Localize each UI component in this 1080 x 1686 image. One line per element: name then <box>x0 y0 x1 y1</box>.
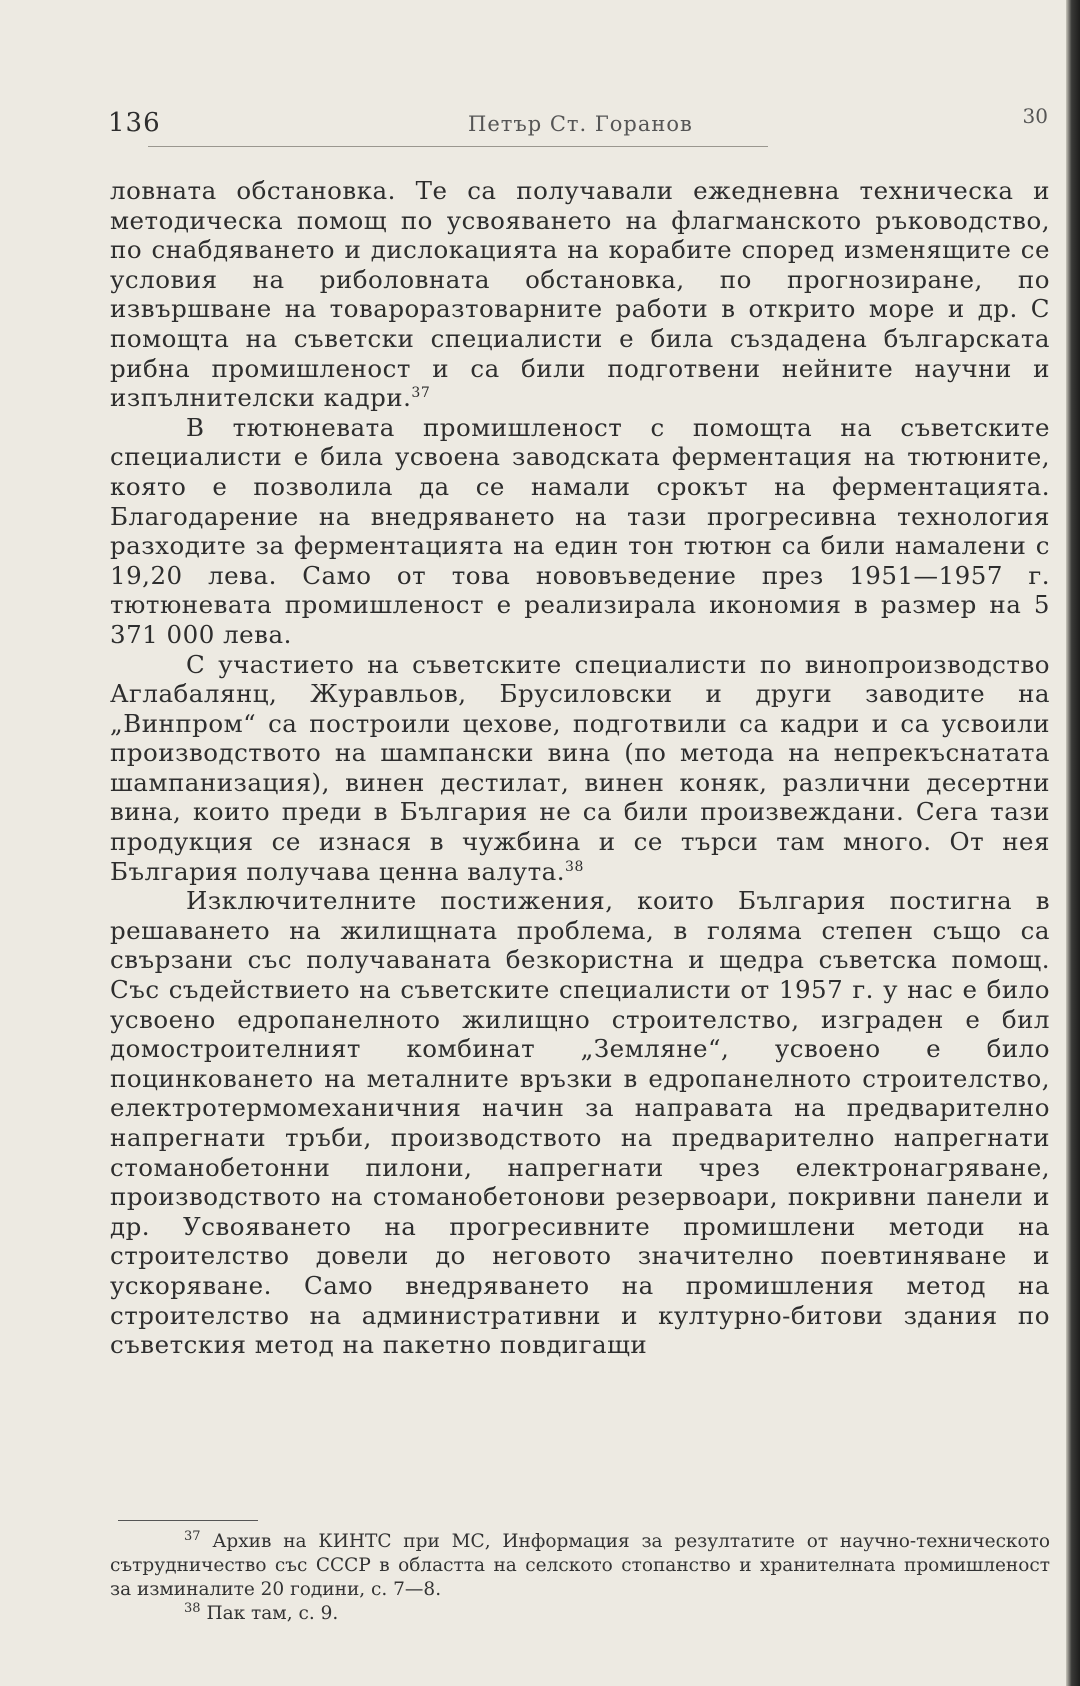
margin-note: 30 <box>1022 104 1048 128</box>
page-number: 136 <box>108 108 161 138</box>
footnote-ref-38: 38 <box>565 858 584 875</box>
footnote-38-text: Пак там, с. 9. <box>206 1603 339 1624</box>
paragraph-3 <box>110 650 1050 887</box>
footnote-37 <box>110 1530 1050 1602</box>
paragraph-1-text: ловната обстановка. Те са получавали ежедневна техническа и методическа помощ по усвояването на флагманското ръководство, по снабдяването и дислокацията на корабите според изменящите се условия на риболовната обстановка, по прогнозиране, по извършване на товароразтоварните работи в открито море и др. С помощта на съветски специалисти е била създадена българската рибна промишленост и са били подготвени нейните научни и изпълнителски кадри. <box>110 176 1050 413</box>
footnote-rule <box>118 1520 258 1521</box>
paragraph-2: В тютюневата промишленост с помощта на съветските специалисти е била усвоена заводската ферментация на тютюните, която е позволила да се намали срокът на ферментацията. Благодарение на внедряването на тази прогресивна технология разходите за ферментацията на един тон тютюн са били намалени с 19,20 лева. Само от това нововъведение през 1951—1957 г. тютюневата промишленост е реализирала икономия в размер на 5 371 000 лева. <box>110 412 1050 649</box>
footnote-37-text: Архив на КИНТС при МС, Информация за резултатите от научно-техническото сътрудничество със СССР в областта на селското стопанство и хранителната промишленост за изминалите 20 години, с. 7—8. <box>110 1531 1050 1600</box>
running-title: Петър Ст. Горанов <box>468 112 693 136</box>
paragraph-1 <box>110 176 1050 413</box>
page-header <box>108 104 1048 148</box>
paragraph-4: Изключителните постижения, които България постигна в решаването на жилищната проблема, в голяма степен също са свързани със получаваната безкористна и щедра съветска помощ. Със съдействието на съветските специалисти от 1957 г. у нас е било усвоено едропанелното жилищно строителство, изграден е бил домостроителният комбинат „Земляне“, усвоено е било поцинковането на металните връзки в едропанелното строителство, електротермомеханичния начин за направата на предварително напрегнати тръби, производството на предварително напрегнати стоманобетонни пилони, напрегнати чрез електронагряване, производството на стоманобетонови резервоари, покривни панели и др. Усвояването на прогресивните промишлени методи на строителство довели до неговото значително поевтиняване и ускоряване. Само внедряването на промишления метод на строителство на административни и културно-битови здания по съветския метод на пакетно повдигащи <box>110 886 1050 1360</box>
footnote-37-mark: 37 <box>184 1528 201 1544</box>
paragraph-3-text: С участието на съветските специалисти по винопроизводство Аглабалянц, Журавльов, Брусиловски и други заводите на „Винпром“ са построили цехове, подготвили са кадри и са усвоили производството на шампански вина (по метода на непрекъснатата шампанизация), винен дестилат, винен коняк, различни десертни вина, които преди в България не са били произвеждани. Сега тази продукция се изнася в чужбина и се търси там много. От нея България получава ценна валута. <box>110 649 1050 886</box>
header-rule <box>148 146 768 147</box>
page-edge-shadow <box>1066 0 1080 1686</box>
footnote-38 <box>110 1602 1050 1626</box>
footnote-ref-37: 37 <box>411 385 431 401</box>
footnotes <box>110 1530 1050 1626</box>
body-text <box>110 176 1050 1360</box>
footnote-38-mark: 38 <box>184 1600 201 1616</box>
